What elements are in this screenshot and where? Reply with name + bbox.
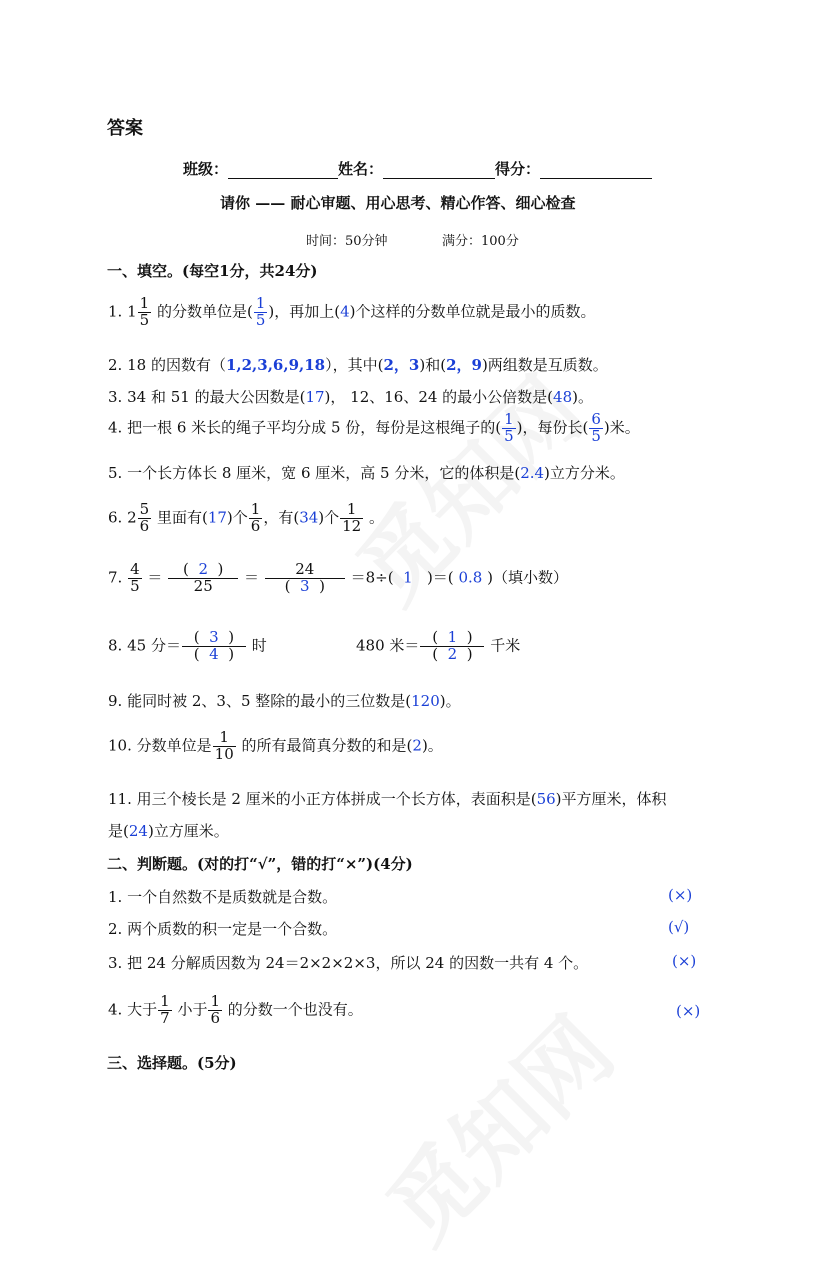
judge-2: 2. 两个质数的积一定是一个合数。 (108, 920, 338, 938)
question-11: 11. 用三个棱长是 2 厘米的小正方体拼成一个长方体，表面积是(56)平方厘米，体积 (108, 790, 667, 808)
class-field[interactable] (228, 162, 338, 179)
score-field[interactable] (540, 162, 652, 179)
answer: 4 (340, 302, 350, 321)
question-9: 9. 能同时被 2、3、5 整除的最小的三位数是(120)。 (108, 692, 461, 710)
answer: 2 (447, 644, 458, 663)
question-7: 7. $\frac{4}{5}$ ＝ $\frac{( 2 )}{25}$ ＝ $\frac{24}{( 3 )}$ ＝8÷( 1 )＝( 0.8 )（填小数） (108, 560, 568, 595)
judge-answer-1: (×) (668, 886, 693, 904)
motto: 请你 —— 耐心审题、用心思考、精心作答、细心检查 (220, 194, 576, 212)
answer-fraction: $\frac{1}{5}$ (255, 294, 266, 329)
answer-fraction: $\frac{6}{5}$ (591, 410, 601, 445)
section2-heading: 二、判断题。(对的打“√”，错的打“×”)(4分) (107, 855, 413, 873)
question-6: 6. 2 $\frac{5}{6}$ 里面有(17)个 $\frac{1}{6}$ ，有(34)个 $\frac{1}{12}$ 。 (108, 500, 385, 535)
answer: 2 (198, 560, 208, 578)
answer: 56 (536, 790, 556, 808)
answer: 24 (128, 822, 148, 840)
question-1: 1. 1 $\frac{1}{5}$ 的分数单位是( $\frac{1}{5}$ )，再加上(4)个这样的分数单位就是最小的质数。 (108, 294, 596, 329)
question-4: 4. 把一根 6 米长的绳子平均分成 5 份，每份是这根绳子的( $\frac{1}{5}$ )，每份长( $\frac{6}{5}$ )米。 (108, 410, 640, 445)
answer: 120 (411, 692, 440, 710)
answer: 4 (209, 644, 219, 663)
answer: 1,2,3,6,9,18 (225, 356, 326, 374)
answer: 34 (299, 508, 319, 527)
judge-answer-2: (√) (668, 918, 690, 936)
question-5: 5. 一个长方体长 8 厘米，宽 6 厘米，高 5 分米，它的体积是(2.4)立方分米。 (108, 464, 625, 482)
watermark-bottom (354, 984, 637, 1266)
question-11-cont: 是(24)立方厘米。 (108, 822, 229, 840)
answer: 2，9 (446, 356, 482, 374)
answer: 1 (403, 568, 413, 587)
answer: 0.8 (458, 568, 483, 587)
judge-answer-3: (×) (672, 952, 697, 970)
answer: 2 (412, 736, 422, 755)
judge-answer-4: (×) (676, 1002, 701, 1020)
answer: 2.4 (520, 464, 545, 482)
answer: 17 (305, 388, 325, 406)
full-score: 满分：100分 (442, 234, 519, 249)
judge-3: 3. 把 24 分解质因数为 24＝2×2×2×3，所以 24 的因数一共有 4 个。 (108, 954, 589, 972)
answer: 1 (447, 628, 458, 646)
answer: 2，3 (383, 356, 420, 374)
section1-heading: 一、填空。(每空1分，共24分) (107, 262, 318, 280)
name-field[interactable] (383, 162, 495, 179)
time-info: 时间：50分钟 (306, 234, 388, 249)
question-3: 3. 34 和 51 的最大公因数是(17)， 12、16、24 的最小公倍数是(48)。 (108, 388, 593, 406)
header-info (183, 158, 652, 179)
score-label: 得分： (495, 160, 541, 178)
answer-fraction: $\frac{1}{5}$ (504, 410, 514, 445)
answer: 3 (300, 576, 310, 595)
mixed-fraction: $\frac{1}{5}$ (139, 294, 150, 329)
answer: 3 (209, 628, 219, 646)
page-title: 答案 (107, 118, 143, 139)
answer: 17 (207, 508, 227, 527)
judge-1: 1. 一个自然数不是质数就是合数。 (108, 888, 338, 906)
question-8: 8. 45 分＝ $\frac{( 3 )}{( 4 )}$ 时 (108, 628, 267, 663)
name-label: 姓名： (338, 160, 384, 178)
question-8b: 480 米＝ $\frac{( 1 )}{( 2 )}$ 千米 (356, 628, 521, 663)
question-10: 10. 分数单位是 $\frac{1}{10}$ 的所有最简真分数的和是(2)。 (108, 728, 443, 763)
answer: 48 (553, 388, 573, 406)
judge-4: 4. 大于 $\frac{1}{7}$ 小于 $\frac{1}{6}$ 的分数一个也没有。 (108, 992, 363, 1027)
class-label: 班级： (183, 160, 229, 178)
section3-heading: 三、选择题。(5分) (107, 1054, 237, 1072)
question-2: 2. 18 的因数有（1,2,3,6,9,18），其中(2，3)和(2，9)两组数是互质数。 (108, 356, 608, 374)
